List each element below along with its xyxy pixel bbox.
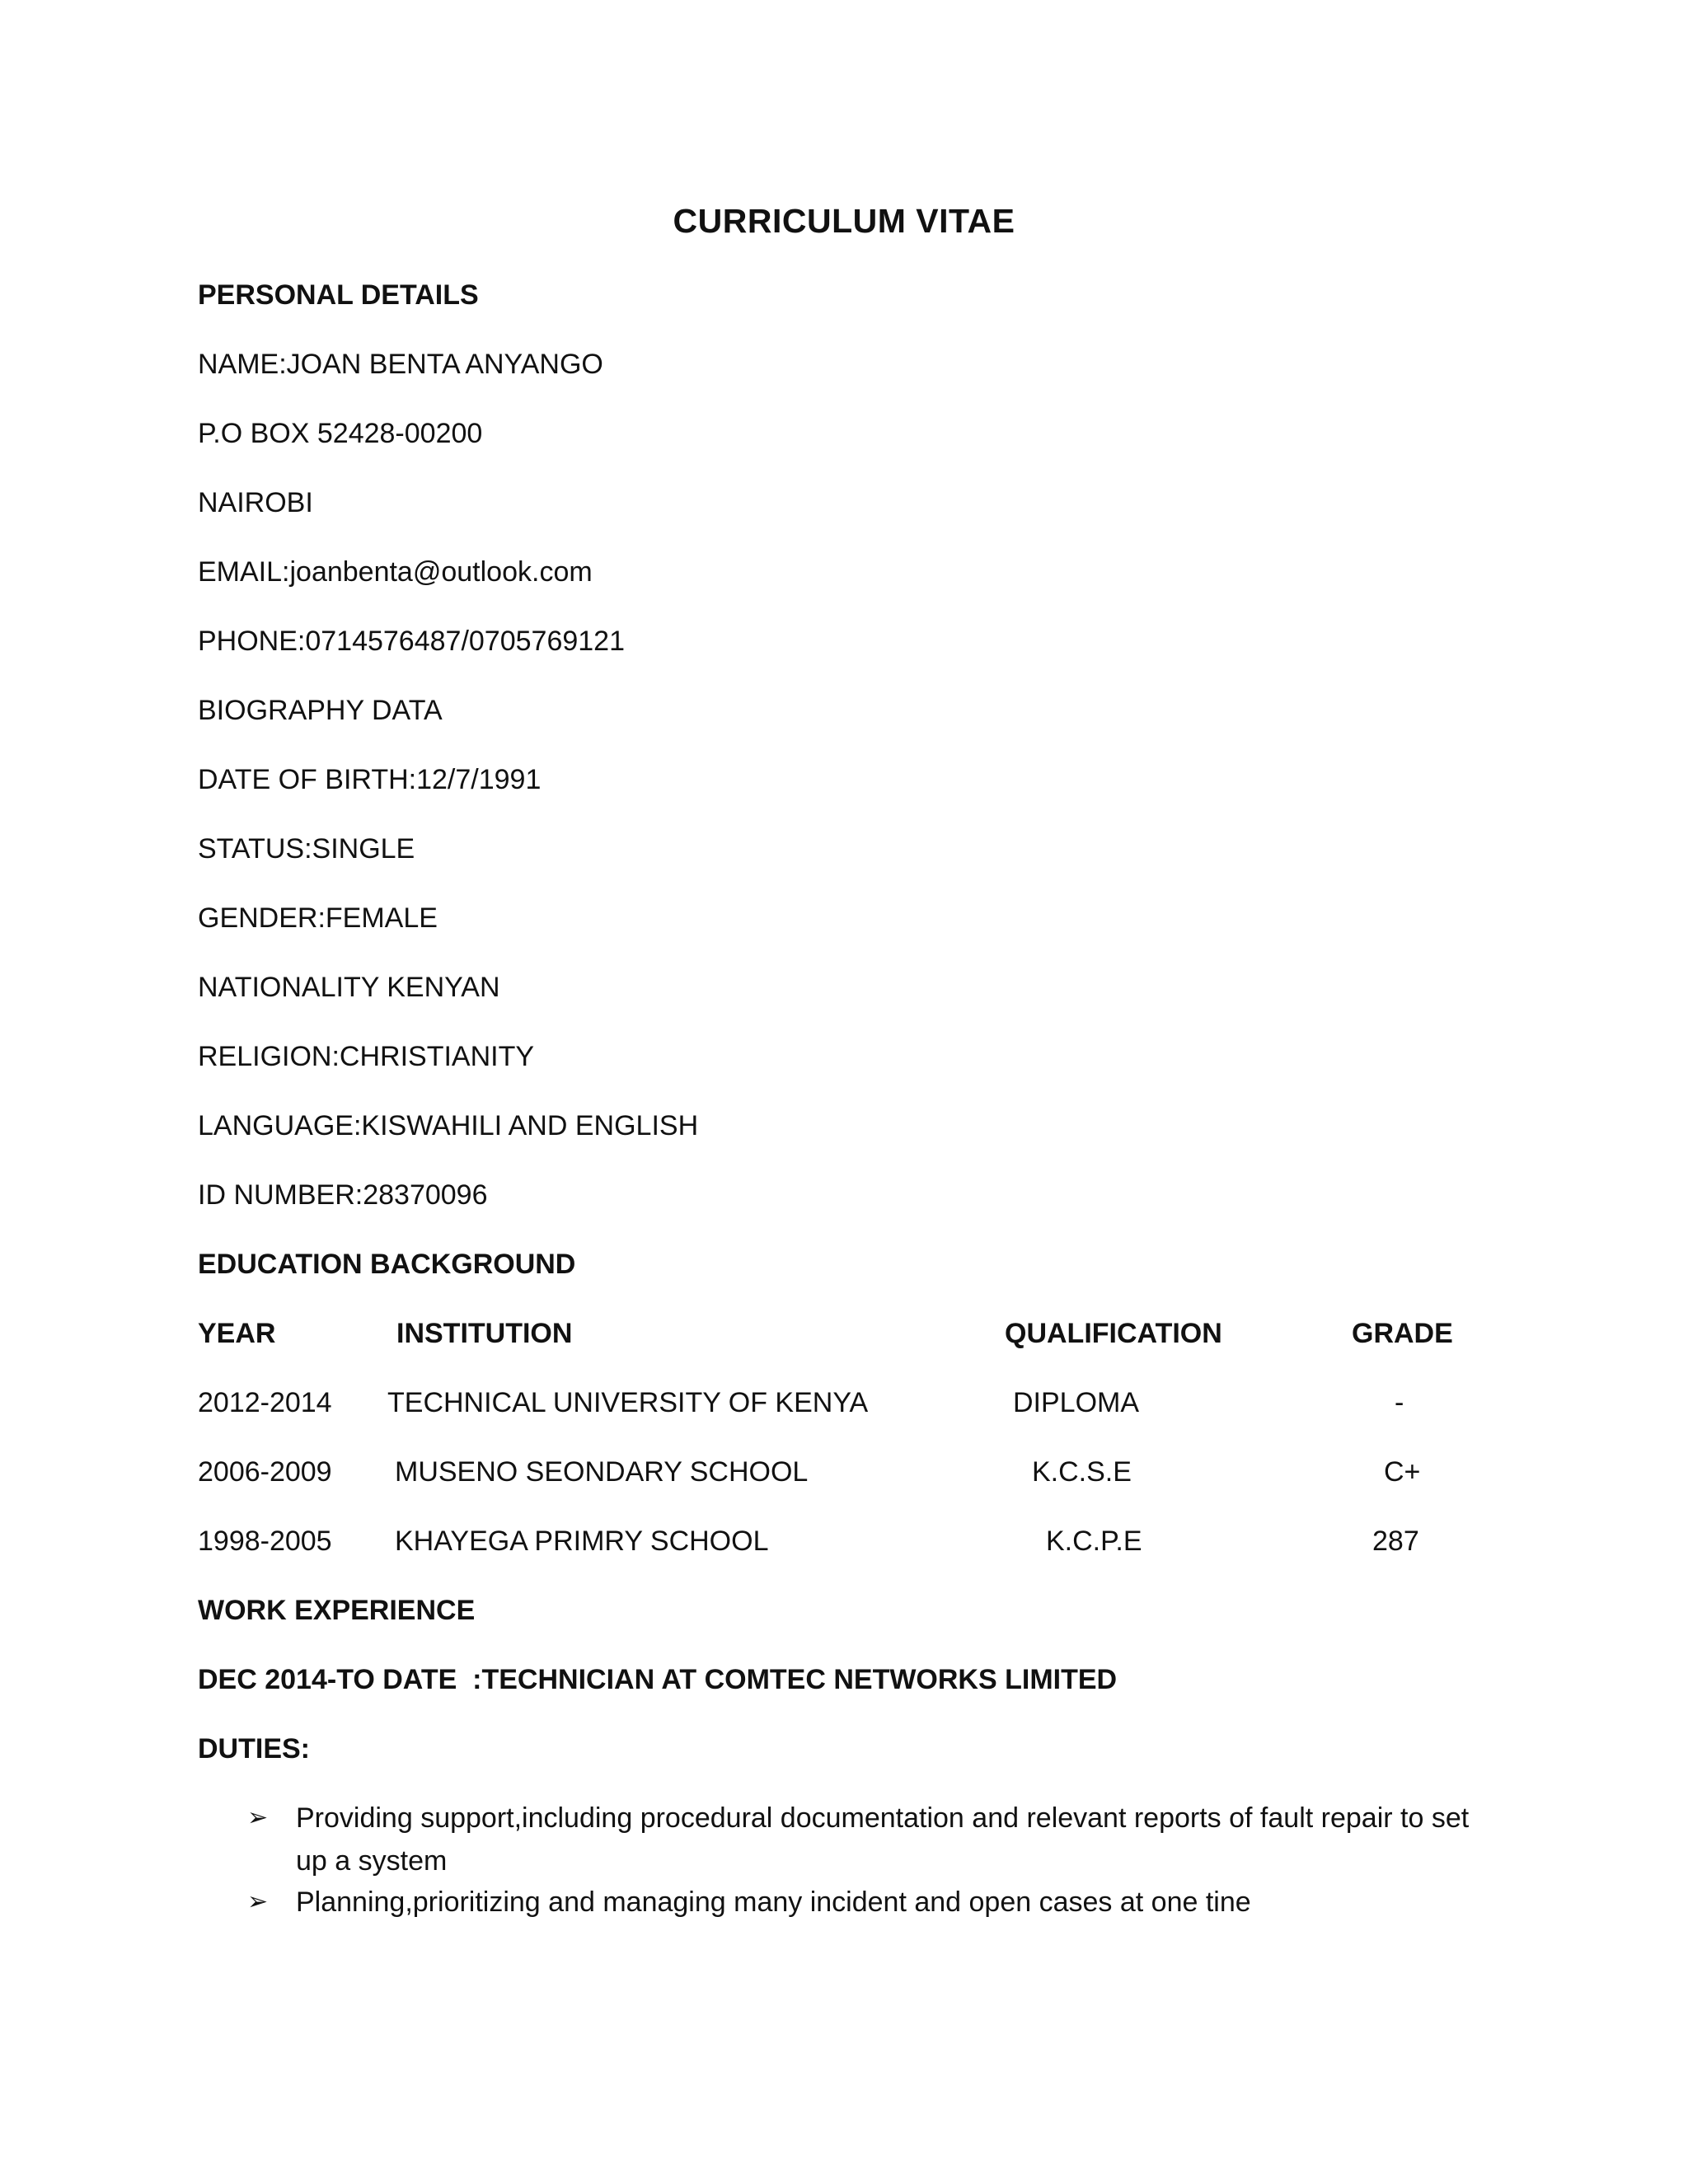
education-heading: EDUCATION BACKGROUND xyxy=(198,1249,576,1280)
education-year: 1998-2005 xyxy=(198,1526,332,1557)
po-box-line: P.O BOX 52428-00200 xyxy=(198,418,483,449)
column-header-grade: GRADE xyxy=(1352,1318,1453,1349)
biography-data-label: BIOGRAPHY DATA xyxy=(198,695,443,726)
education-year: 2006-2009 xyxy=(198,1456,332,1488)
email-line: EMAIL:joanbenta@outlook.com xyxy=(198,556,593,588)
education-qualification: DIPLOMA xyxy=(1013,1387,1140,1418)
column-header-institution: INSTITUTION xyxy=(396,1318,573,1349)
job-position-line: DEC 2014-TO DATE :TECHNICIAN AT COMTEC NETWORKS LIMITED xyxy=(198,1664,1118,1695)
personal-details-heading: PERSONAL DETAILS xyxy=(198,279,479,311)
phone-line: PHONE:0714576487/0705769121 xyxy=(198,626,625,657)
date-of-birth-line: DATE OF BIRTH:12/7/1991 xyxy=(198,764,542,795)
name-line: NAME:JOAN BENTA ANYANGO xyxy=(198,349,603,380)
education-institution: KHAYEGA PRIMRY SCHOOL xyxy=(395,1526,769,1557)
language-line: LANGUAGE:KISWAHILI AND ENGLISH xyxy=(198,1110,699,1141)
column-header-qualification: QUALIFICATION xyxy=(1005,1318,1222,1349)
nationality-line: NATIONALITY KENYAN xyxy=(198,972,500,1003)
id-number-line: ID NUMBER:28370096 xyxy=(198,1179,488,1211)
gender-line: GENDER:FEMALE xyxy=(198,902,438,934)
education-grade: C+ xyxy=(1384,1456,1421,1488)
city-line: NAIROBI xyxy=(198,487,313,518)
religion-line: RELIGION:CHRISTIANITY xyxy=(198,1041,535,1072)
education-qualification: K.C.S.E xyxy=(1032,1456,1132,1488)
work-experience-heading: WORK EXPERIENCE xyxy=(198,1595,476,1626)
duties-heading: DUTIES: xyxy=(198,1733,310,1765)
education-qualification: K.C.P.E xyxy=(1046,1526,1142,1557)
arrow-bullet-icon: ➢ xyxy=(247,1804,269,1831)
arrow-bullet-icon: ➢ xyxy=(247,1888,269,1915)
education-year: 2012-2014 xyxy=(198,1387,332,1418)
education-institution: MUSENO SEONDARY SCHOOL xyxy=(395,1456,809,1488)
duty-item: Providing support,including procedural documentation and relevant reports of fault repair to set up a system xyxy=(296,1802,1470,1877)
status-line: STATUS:SINGLE xyxy=(198,833,415,865)
education-grade: 287 xyxy=(1372,1526,1419,1557)
education-institution: TECHNICAL UNIVERSITY OF KENYA xyxy=(387,1387,869,1418)
document-title: CURRICULUM VITAE xyxy=(673,202,1015,240)
education-grade: - xyxy=(1395,1387,1404,1418)
duty-item: Planning,prioritizing and managing many incident and open cases at one tine xyxy=(296,1886,1251,1918)
column-header-year: YEAR xyxy=(198,1318,276,1349)
